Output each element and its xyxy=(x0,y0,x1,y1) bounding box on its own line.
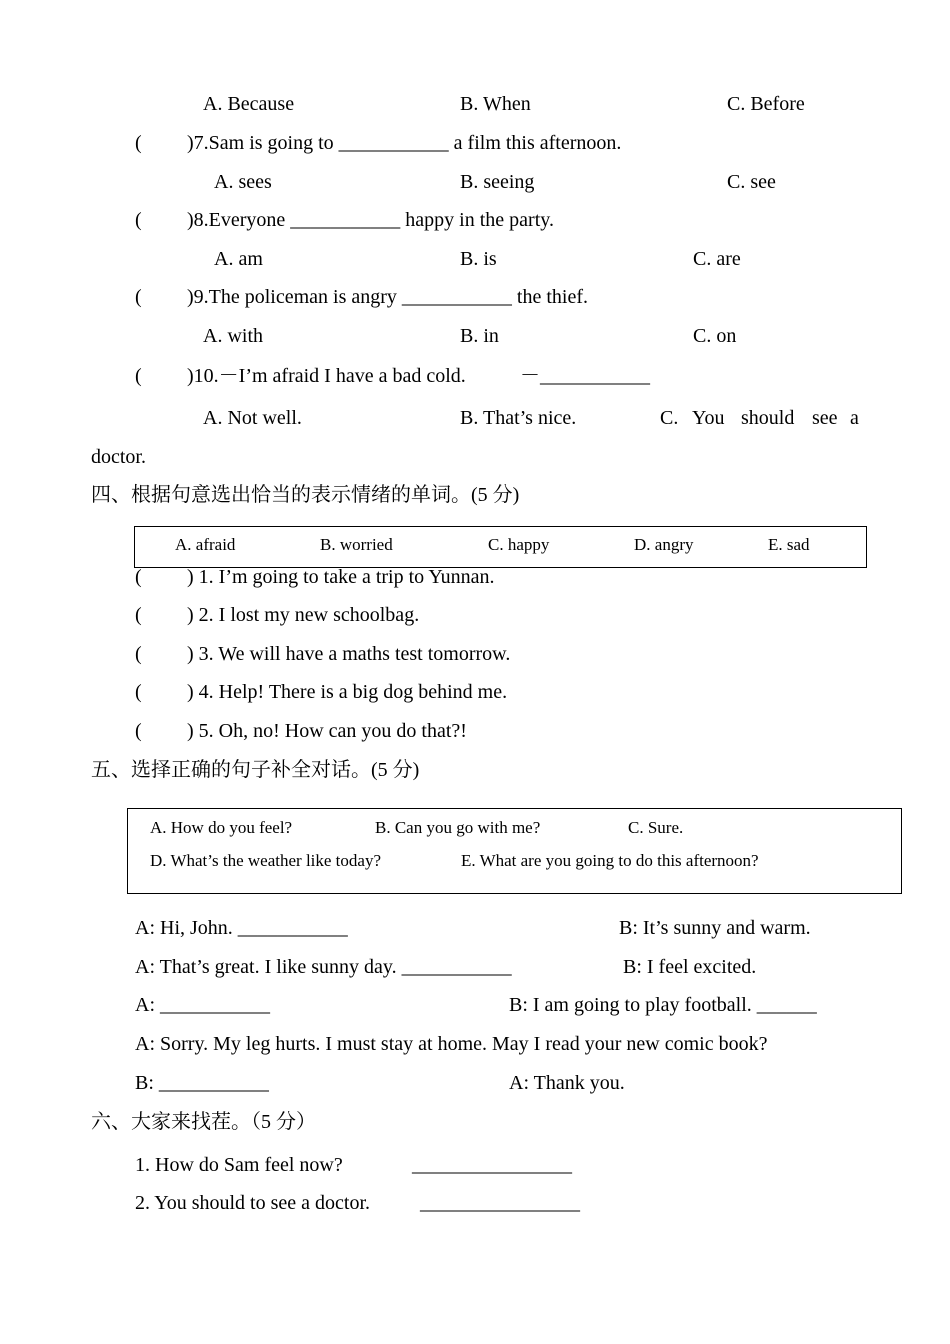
word-bank-item: D. angry xyxy=(634,535,694,554)
q7-paren: ( xyxy=(135,132,142,154)
dialogue-line: A: Hi, John. ___________ xyxy=(135,917,348,939)
word-bank-item: A. afraid xyxy=(175,535,236,554)
q7-stem: )7.Sam is going to ___________ a film this afternoon. xyxy=(187,132,622,154)
section6-item: 1. How do Sam feel now? xyxy=(135,1154,343,1176)
q8-option-a: A. am xyxy=(214,248,263,270)
section5-title: 五、选择正确的句子补全对话。(5 分) xyxy=(91,759,420,781)
q9-paren: ( xyxy=(135,286,142,308)
word-bank-item: C. happy xyxy=(488,535,550,554)
dialogue-line: A: ___________ xyxy=(135,994,270,1016)
dialogue-line: A: That’s great. I like sunny day. ___________ xyxy=(135,956,512,978)
q10-option-c-word: a xyxy=(850,407,859,429)
dialogue-line: A: Sorry. My leg hurts. I must stay at home. May I read your new comic book? xyxy=(135,1033,768,1055)
q6-option-c: C. Before xyxy=(727,93,805,115)
section5-option: B. Can you go with me? xyxy=(375,818,541,837)
q10-paren: ( xyxy=(135,365,142,387)
section4-item-paren: ( xyxy=(135,681,142,703)
q8-stem: )8.Everyone ___________ happy in the party. xyxy=(187,209,554,231)
section4-item-paren: ( xyxy=(135,643,142,665)
q10-option-a: A. Not well. xyxy=(203,407,302,429)
word-bank-item: E. sad xyxy=(768,535,810,554)
q8-option-b: B. is xyxy=(460,248,497,270)
q7-option-c: C. see xyxy=(727,171,776,193)
dialogue-line: B: I feel excited. xyxy=(623,956,757,978)
q10-option-c-label: C. xyxy=(660,407,679,429)
q9-option-c: C. on xyxy=(693,325,737,347)
section5-option: A. How do you feel? xyxy=(150,818,293,837)
q7-option-a: A. sees xyxy=(214,171,272,193)
q7-option-b: B. seeing xyxy=(460,171,535,193)
section6-title: 六、大家来找茬。（5 分） xyxy=(91,1111,316,1133)
section4-title: 四、根据句意选出恰当的表示情绪的单词。(5 分) xyxy=(91,484,520,506)
q8-option-c: C. are xyxy=(693,248,741,270)
dialogue-line: A: Thank you. xyxy=(509,1072,625,1094)
q10-option-b: B. That’s nice. xyxy=(460,407,577,429)
q10-option-c-wrap: doctor. xyxy=(91,446,146,468)
section5-option: C. Sure. xyxy=(628,818,684,837)
q8-paren: ( xyxy=(135,209,142,231)
word-bank-item: B. worried xyxy=(320,535,393,554)
section4-item-paren: ( xyxy=(135,720,142,742)
q10-stem: )10.－I’m afraid I have a bad cold. xyxy=(187,365,466,387)
section5-option: E. What are you going to do this afternoon? xyxy=(461,851,759,870)
dialogue-line: B: ___________ xyxy=(135,1072,269,1094)
section6-item: 2. You should to see a doctor. xyxy=(135,1192,370,1214)
section4-item: ) 4. Help! There is a big dog behind me. xyxy=(187,681,508,703)
section4-item-paren: ( xyxy=(135,604,142,626)
q10-option-c-word: should xyxy=(741,407,795,429)
q9-stem: )9.The policeman is angry ___________ the thief. xyxy=(187,286,589,308)
q6-option-b: B. When xyxy=(460,93,531,115)
dialogue-line: B: I am going to play football. ______ xyxy=(509,994,817,1016)
section4-item: ) 3. We will have a maths test tomorrow. xyxy=(187,643,511,665)
section4-item: ) 1. I’m going to take a trip to Yunnan. xyxy=(187,566,495,588)
section6-answer-blank: ________________ xyxy=(420,1192,580,1214)
section4-word-bank xyxy=(134,526,867,568)
section4-item: ) 5. Oh, no! How can you do that?! xyxy=(187,720,467,742)
q10-option-c-word: You xyxy=(692,407,725,429)
q10-option-c-word: see xyxy=(812,407,838,429)
section4-item: ) 2. I lost my new schoolbag. xyxy=(187,604,420,626)
section5-option-box xyxy=(127,808,902,894)
section4-item-paren: ( xyxy=(135,566,142,588)
q10-answer-blank: －___________ xyxy=(520,365,650,387)
q6-option-a: A. Because xyxy=(203,93,295,115)
q9-option-a: A. with xyxy=(203,325,263,347)
section5-option: D. What’s the weather like today? xyxy=(150,851,381,870)
q9-option-b: B. in xyxy=(460,325,499,347)
dialogue-line: B: It’s sunny and warm. xyxy=(619,917,811,939)
section6-answer-blank: ________________ xyxy=(412,1154,572,1176)
